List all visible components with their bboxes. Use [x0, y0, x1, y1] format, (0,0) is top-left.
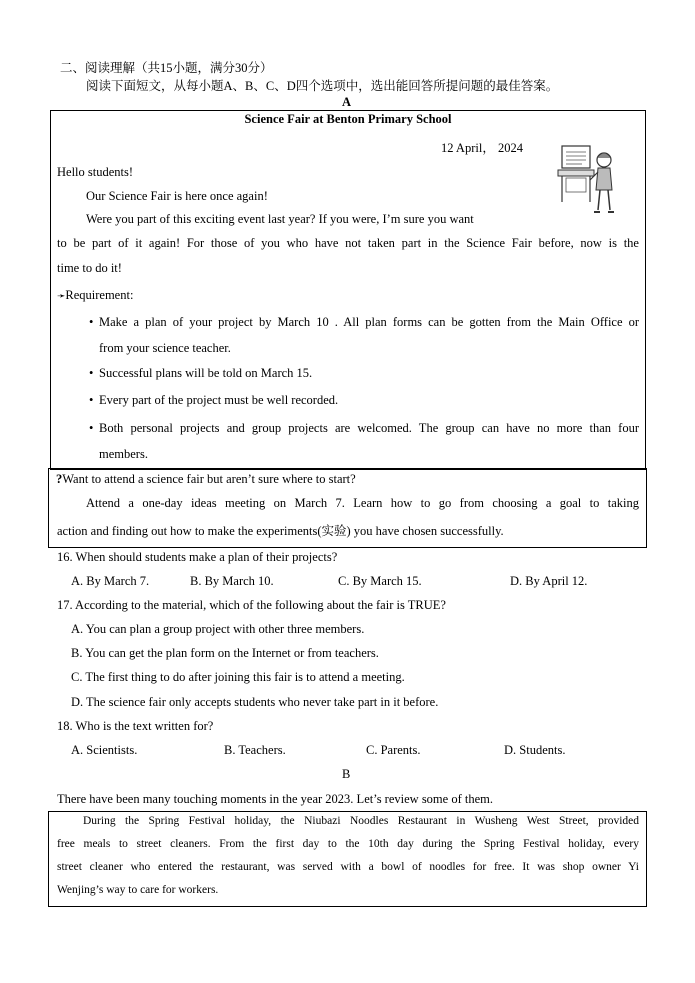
question-mark-icon: ?	[56, 472, 63, 486]
section-instruction: 阅读下面短文，从每小题A、B、C、D四个选项中，选出能回答所提问题的最佳答案。	[86, 79, 559, 93]
passage-a-line4: time to do it!	[57, 261, 122, 275]
bullet-2: •	[89, 366, 94, 380]
passage-b-line4: Wenjing’s way to care for workers.	[57, 884, 219, 896]
req-1a: Make a plan of your project by March 10 . All plan forms can be gotten from the Main Office or	[99, 315, 639, 329]
q16-option-d: D. By April 12.	[510, 574, 588, 588]
bullet-3: •	[89, 393, 94, 407]
bullet-1: •	[89, 315, 94, 329]
q18-option-c: C. Parents.	[366, 743, 421, 757]
question-18: 18. Who is the text written for?	[57, 719, 214, 733]
question-17: 17. According to the material, which of the following about the fair is TRUE?	[57, 598, 446, 612]
req-4a: Both personal projects and group projects are welcomed. The group can have no more than four	[99, 421, 639, 435]
ideas-line2: action and finding out how to make the experiments(实验) you have chosen successfully.	[57, 524, 504, 538]
passage-b-line2: free meals to street cleaners. From the first day to the 10th day during the Spring Festival holiday, every	[57, 838, 639, 850]
section-title: 二、阅读理解（共15小题，满分30分）	[60, 61, 273, 75]
q18-option-a: A. Scientists.	[71, 743, 138, 757]
req-3: Every part of the project must be well recorded.	[99, 393, 339, 407]
req-2: Successful plans will be told on March 15.	[99, 366, 313, 380]
q18-option-b: B. Teachers.	[224, 743, 286, 757]
passage-a-line3: to be part of it again! For those of you who have not taken part in the Science Fair before, now is the	[57, 236, 639, 250]
science-fair-illustration-icon	[556, 140, 620, 216]
passage-a-title: Science Fair at Benton Primary School	[244, 112, 452, 126]
q17-option-b: B. You can get the plan form on the Internet or from teachers.	[71, 646, 379, 660]
ideas-question: Want to attend a science fair but aren’t sure where to start?	[62, 472, 356, 486]
q16-option-a: A. By March 7.	[71, 574, 150, 588]
q16-option-b: B. By March 10.	[190, 574, 274, 588]
ideas-question-row	[56, 472, 356, 487]
q18-option-d: D. Students.	[504, 743, 566, 757]
passage-a-letter: A	[342, 95, 352, 109]
passage-a-line2: Were you part of this exciting event last year? If you were, I’m sure you want	[86, 212, 474, 226]
passage-b-letter: B	[342, 767, 351, 781]
passage-b-line1: During the Spring Festival holiday, the Niubazi Noodles Restaurant in Wusheng West Street, provided	[83, 815, 639, 827]
passage-b-intro: There have been many touching moments in the year 2023. Let’s review some of them.	[57, 792, 493, 806]
q17-option-d: D. The science fair only accepts students who never take part in it before.	[71, 695, 439, 709]
greeting: Hello students!	[57, 165, 134, 179]
q17-option-c: C. The first thing to do after joining this fair is to attend a meeting.	[71, 670, 405, 684]
requirement-heading	[57, 288, 133, 303]
q17-option-a: A. You can plan a group project with other three members.	[71, 622, 365, 636]
requirement-label: Requirement:	[65, 288, 134, 302]
bullet-4: •	[89, 421, 94, 435]
passage-a-line1: Our Science Fair is here once again!	[86, 189, 268, 203]
passage-b-line3: street cleaner who entered the restaurant, was served with a bowl of noodles for free. It was shop owner Yi	[57, 861, 639, 873]
q16-option-c: C. By March 15.	[338, 574, 422, 588]
req-4b: members.	[99, 447, 148, 461]
ideas-line1: Attend a one-day ideas meeting on March 7. Learn how to go from choosing a goal to taking	[86, 496, 639, 510]
pointer-icon: ➛	[57, 291, 66, 302]
req-1b: from your science teacher.	[99, 341, 231, 355]
letter-date: 12 April， 2024	[441, 141, 523, 155]
question-16: 16. When should students make a plan of their projects?	[57, 550, 338, 564]
